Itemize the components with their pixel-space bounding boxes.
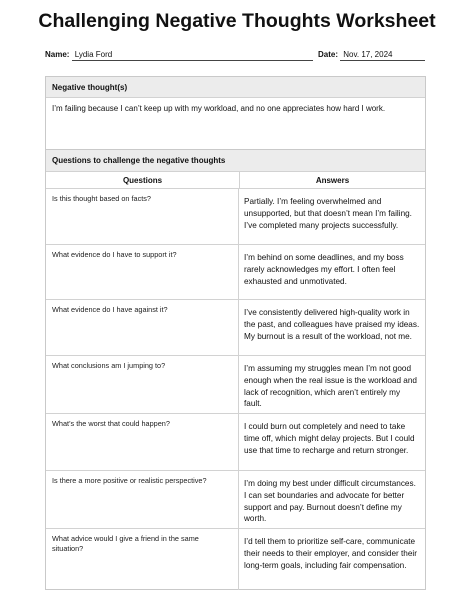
negative-thoughts-text[interactable]: I’m failing because I can’t keep up with my workload, and no one appreciates how hard I work. [52, 104, 386, 113]
answer-cell[interactable]: I’m doing my best under difficult circumstances. I can set boundaries and advocate for better support and pay. Burnout doesn’t define my worth. [244, 479, 416, 524]
question-cell: What advice would I give a friend in the same situation? [46, 529, 239, 590]
date-line [318, 50, 425, 61]
question-cell: Is there a more positive or realistic perspective? [46, 471, 239, 528]
name-field[interactable]: Lydia Ford [72, 50, 313, 61]
answer-cell[interactable]: I’ve consistently delivered high-quality work in the past, and colleagues have praised my ideas. My burnout is a result of the workload, not me. [244, 308, 420, 341]
questions-section-heading: Questions to challenge the negative thoughts [46, 150, 425, 172]
name-label: Name: [45, 50, 70, 59]
table-row [46, 471, 425, 529]
answer-cell[interactable]: I’m behind on some deadlines, and my boss rarely acknowledges my effort. I often feel exhausted and unmotivated. [244, 253, 404, 286]
question-cell: Is this thought based on facts? [46, 189, 239, 244]
answer-cell[interactable]: I’d tell them to prioritize self-care, communicate their needs to their employer, and consider their long-term goals, including fair compensation. [244, 537, 417, 570]
table-row [46, 356, 425, 414]
column-header-answers: Answers [315, 175, 350, 185]
name-line [45, 50, 313, 61]
table-row [46, 529, 425, 590]
negative-thoughts-heading: Negative thought(s) [46, 77, 425, 98]
question-cell: What conclusions am I jumping to? [46, 356, 239, 413]
column-header-questions: Questions [46, 172, 240, 188]
questions-table [45, 150, 426, 590]
date-field[interactable]: Nov. 17, 2024 [340, 50, 425, 61]
answer-cell[interactable]: Partially. I’m feeling overwhelmed and unsupported, but that doesn’t mean I’m failing. I’ve completed many projects successfully. [244, 197, 412, 230]
date-label: Date: [318, 50, 339, 59]
table-header [46, 172, 425, 189]
question-cell: What evidence do I have against it? [46, 300, 239, 355]
table-row [46, 189, 425, 245]
table-row [46, 414, 425, 471]
table-row [46, 245, 425, 300]
question-cell: What’s the worst that could happen? [46, 414, 239, 470]
worksheet-title: Challenging Negative Thoughts Worksheet [38, 10, 436, 32]
negative-thoughts-box [45, 76, 426, 150]
question-cell: What evidence do I have to support it? [46, 245, 239, 299]
answer-cell[interactable]: I could burn out completely and need to take time off, which might delay projects. But I could use that time to recharge and return stronger. [244, 422, 415, 455]
table-row [46, 300, 425, 356]
answer-cell[interactable]: I’m assuming my struggles mean I’m not good enough when the real issue is the workload and lack of recognition, which aren’t entirely my fault. [244, 364, 417, 409]
